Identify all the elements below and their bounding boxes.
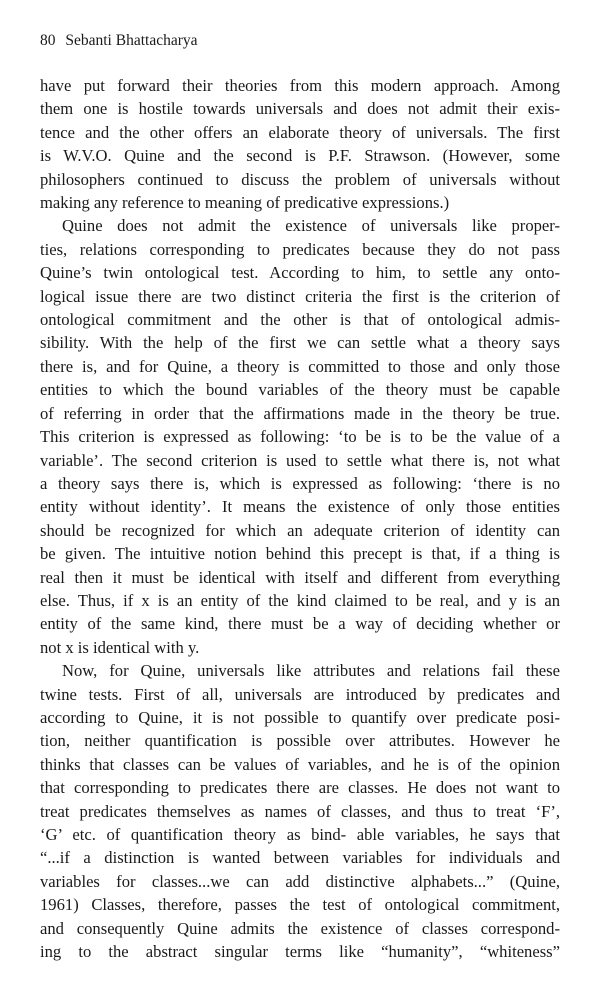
text-line: making any reference to meaning of predicative expressions.) xyxy=(40,193,450,213)
paragraph-1 xyxy=(40,74,560,214)
text-line: tence and the other offers an elaborate theory of universals. The first xyxy=(40,122,560,142)
text-line: tion, neither quantification is possible over attributes. However he xyxy=(40,731,560,751)
text-line: be given. The intuitive notion behind this precept is that, if a thing is xyxy=(40,544,560,564)
text-line: Quine does not admit the existence of universals like proper- xyxy=(62,216,560,236)
text-line: sibility. With the help of the first we can settle what a theory says xyxy=(40,333,560,353)
text-line: variable’. The second criterion is used to settle what there is, not what xyxy=(40,450,560,470)
text-line: This criterion is expressed as following: ‘to be is to be the value of a xyxy=(40,427,560,447)
text-line: ontological commitment and the other is that of ontological admis- xyxy=(40,310,560,330)
text-line: twine tests. First of all, universals are introduced by predicates and xyxy=(40,684,560,704)
text-line: treat predicates themselves as names of classes, and thus to treat ‘F’, xyxy=(40,801,560,821)
text-line: “...if a distinction is wanted between variables for individuals and xyxy=(40,848,560,868)
text-line: entity without identity’. It means the existence of only those entities xyxy=(40,497,560,517)
text-line: ‘G’ etc. of quantification theory as bind- able variables, he says that xyxy=(40,825,560,844)
text-line: 1961) Classes, therefore, passes the test of ontological commitment, xyxy=(40,895,560,915)
text-line: else. Thus, if x is an entity of the kind claimed to be real, and y is an xyxy=(40,590,560,610)
text-line: ing to the abstract singular terms like “humanity”, “whiteness” xyxy=(40,942,560,962)
text-line: should be recognized for which an adequate criterion of identity can xyxy=(40,520,560,540)
text-line: real then it must be identical with itself and different from everything xyxy=(40,567,560,587)
text-line: ties, relations corresponding to predicates because they do not pass xyxy=(40,239,560,259)
text-line: Quine’s twin ontological test. According to him, to settle any onto- xyxy=(40,263,560,283)
text-line: philosophers continued to discuss the problem of universals without xyxy=(40,169,560,189)
text-line: them one is hostile towards universals and does not admit their exis- xyxy=(40,99,560,119)
text-line: is W.V.O. Quine and the second is P.F. Strawson. (However, some xyxy=(40,146,560,166)
paragraph-2 xyxy=(40,214,560,659)
text-line: that corresponding to predicates there are classes. He does not want to xyxy=(40,778,560,798)
page-number: 80 xyxy=(40,32,56,49)
text-line: have put forward their theories from this modern approach. Among xyxy=(40,76,560,95)
body-text xyxy=(40,74,560,963)
text-line: logical issue there are two distinct criteria the first is the criterion of xyxy=(40,286,560,306)
text-line: of referring in order that the affirmations made in the theory be true. xyxy=(40,403,560,423)
text-line: a theory says there is, which is expressed as following: ‘there is no xyxy=(40,473,560,493)
text-line: according to Quine, it is not possible to quantify over predicate posi- xyxy=(40,707,560,727)
text-line: entity of the same kind, there must be a way of deciding whether or xyxy=(40,614,560,634)
text-line: not x is identical with y. xyxy=(40,637,200,657)
text-line: entities to which the bound variables of the theory must be capable xyxy=(40,380,560,400)
text-line: variables for classes...we can add distinctive alphabets...” (Quine, xyxy=(40,871,560,891)
running-head xyxy=(40,30,560,52)
text-line: there is, and for Quine, a theory is committed to those and only those xyxy=(40,356,560,376)
text-line: and consequently Quine admits the existence of classes correspond- xyxy=(40,918,560,938)
text-line: thinks that classes can be values of variables, and he is of the opinion xyxy=(40,754,560,774)
author-name: Sebanti Bhattacharya xyxy=(65,32,198,49)
paragraph-3 xyxy=(40,659,560,963)
text-line: Now, for Quine, universals like attributes and relations fail these xyxy=(62,661,560,681)
